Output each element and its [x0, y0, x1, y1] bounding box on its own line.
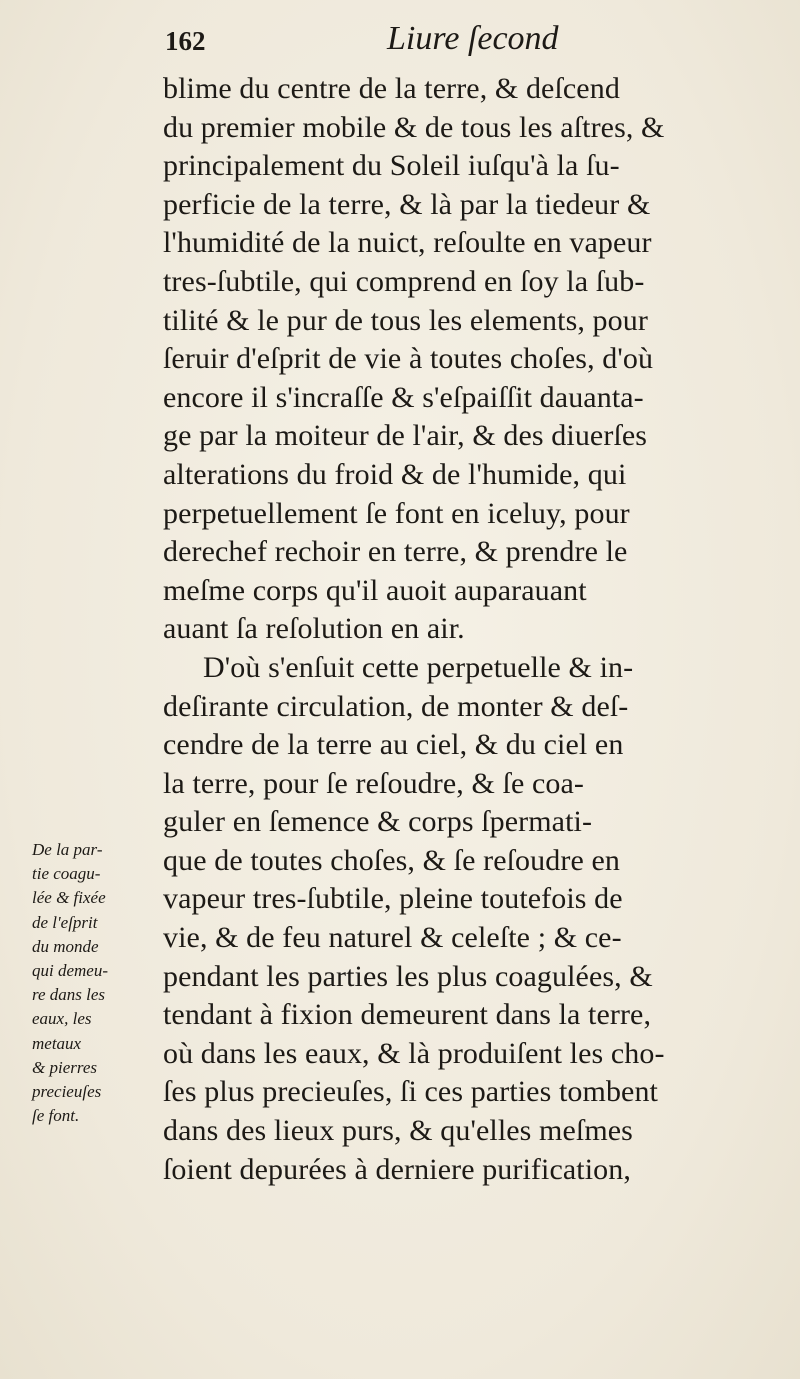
margin-note-line-8: eaux, les: [32, 1009, 92, 1029]
margin-note-line-12: ſe font.: [32, 1106, 80, 1126]
page-number: 162: [165, 26, 206, 56]
text-line-18: cendre de la terre au ciel, & du ciel en: [163, 728, 624, 762]
text-line-14: meſme corps qu'il auoit auparauant: [163, 573, 587, 607]
margin-note-line-2: tie coagu-: [32, 864, 101, 884]
margin-note: [32, 838, 157, 1128]
text-line-19: la terre, pour ſe reſoudre, & ſe coa-: [163, 766, 584, 800]
text-line-15: auant ſa reſolution en air.: [163, 612, 465, 646]
text-line-6: tres-ſubtile, qui comprend en ſoy la ſub-: [163, 264, 645, 298]
text-line-23: vie, & de feu naturel & celeſte ; & ce-: [163, 921, 622, 955]
text-line-2: du premier mobile & de tous les aſtres, &: [163, 110, 665, 144]
text-line-28: dans des lieux purs, & qu'elles meſmes: [163, 1114, 633, 1148]
text-line-22: vapeur tres-ſubtile, pleine toutefois de: [163, 882, 623, 916]
margin-note-line-7: re dans les: [32, 985, 106, 1005]
text-line-11: alterations du froid & de l'humide, qui: [163, 457, 627, 491]
margin-note-line-6: qui demeu-: [32, 960, 109, 980]
text-line-24: pendant les parties les plus coagulées, &: [163, 959, 653, 993]
text-line-21: que de toutes choſes, & ſe reſoudre en: [163, 843, 620, 877]
margin-note-line-10: & pierres: [32, 1057, 98, 1077]
text-line-12: perpetuellement ſe font en iceluy, pour: [163, 496, 630, 530]
text-line-7: tilité & le pur de tous les elements, pour: [163, 303, 648, 337]
text-line-29: ſoient depurées à derniere purification,: [163, 1152, 631, 1186]
body-text: [163, 70, 775, 1189]
margin-note-line-9: metaux: [32, 1033, 82, 1053]
text-line-8: ſeruir d'eſprit de vie à toutes choſes, d'où: [163, 342, 654, 376]
text-line-25: tendant à fixion demeurent dans la terre,: [163, 998, 652, 1032]
text-line-4: perficie de la terre, & là par la tiedeur &: [163, 187, 651, 221]
text-line-3: principalement du Soleil iuſqu'à la ſu-: [163, 149, 620, 183]
text-line-1: blime du centre de la terre, & deſcend: [163, 72, 620, 105]
text-line-16: D'où s'enſuit cette perpetuelle & in-: [203, 650, 634, 684]
page-header: [165, 18, 765, 66]
text-line-17: deſirante circulation, de monter & deſ-: [163, 689, 629, 723]
text-line-9: encore il s'incraſſe & s'eſpaiſſit dauanta-: [163, 380, 644, 414]
text-line-13: derechef rechoir en terre, & prendre le: [163, 535, 628, 569]
text-line-20: guler en ſemence & corps ſpermati-: [163, 805, 593, 839]
margin-note-line-5: du monde: [32, 936, 99, 956]
margin-note-line-3: lée & fixée: [32, 888, 106, 908]
running-title: Liure ſecond: [387, 20, 559, 57]
text-line-26: où dans les eaux, & là produiſent les cho-: [163, 1036, 665, 1070]
text-line-5: l'humidité de la nuict, reſoulte en vapeur: [163, 226, 652, 260]
margin-note-line-4: de l'eſprit: [32, 912, 98, 932]
text-line-27: ſes plus precieuſes, ſi ces parties tombent: [163, 1075, 658, 1109]
margin-note-line-11: precieuſes: [32, 1081, 102, 1101]
margin-note-line-1: De la par-: [32, 840, 103, 859]
text-line-10: ge par la moiteur de l'air, & des diuerſes: [163, 419, 648, 453]
